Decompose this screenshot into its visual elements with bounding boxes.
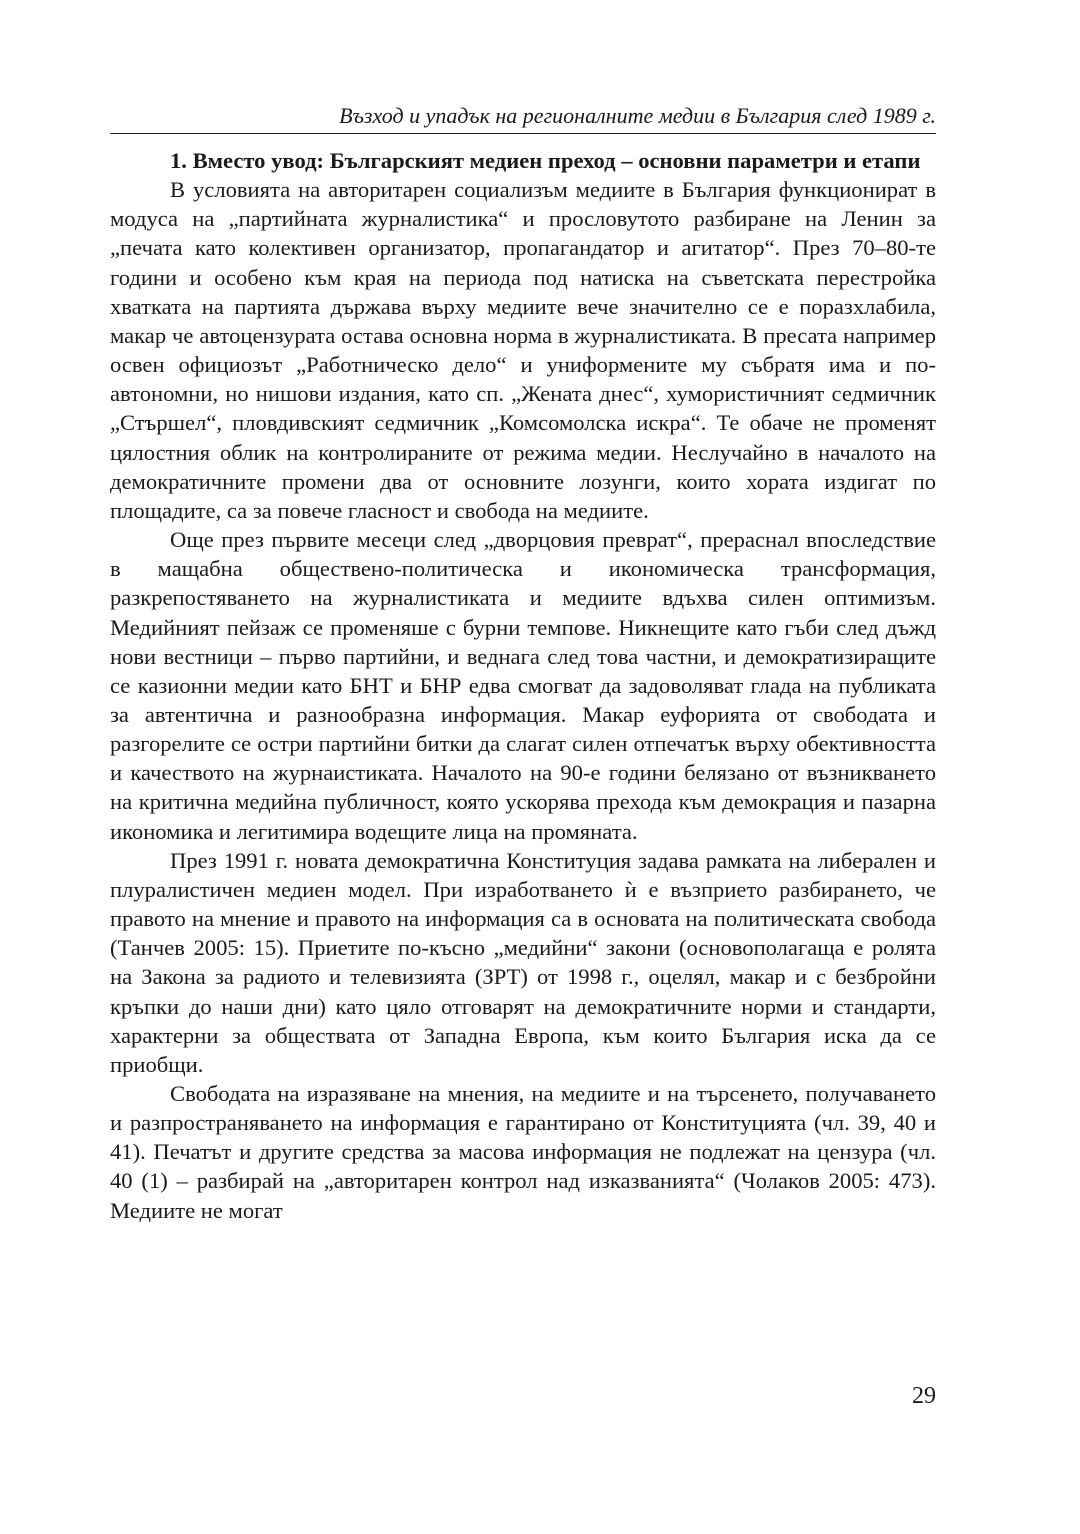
section-heading: 1. Вместо увод: Българският медиен преход – основни параметри и етапи xyxy=(170,148,921,173)
header-rule xyxy=(110,133,936,134)
paragraph-4: Свободата на изразяване на мнения, на медиите и на търсенето, получаването и разпространяването на информация е гарантирано от Конституцията (чл. 39, 40 и 41). Печатът и другите средства за масова информация не подлежат на цензура (чл. 40 (1) – разбирай на „авторитарен контрол над изказванията“ (Чолаков 2005: 473). Медиите не могат xyxy=(110,1081,936,1223)
page-number: 29 xyxy=(912,1383,936,1409)
paragraph-3: През 1991 г. новата демократична Конституция задава рамката на либерален и плуралистичен медиен модел. При изработването ѝ е възприето разбирането, че правото на мнение и правото на информация са в основата на политическата свобода (Танчев 2005: 15). Приетите по-късно „медийни“ закони (основополагаща е ролята на Закона за радиото и телевизията (ЗРТ) от 1998 г., оцелял, макар и с безбройни кръпки до наши дни) като цяло отговарят на демократичните норми и стандарти, характерни за обществата от Западна Европа, към които България иска да се приобщи. xyxy=(110,847,936,1077)
running-head: Възход и упадък на регионалните медии в България след 1989 г. xyxy=(339,103,936,128)
paragraph-1: В условията на авторитарен социализъм медиите в България функционират в модуса на „партийната журналистика“ и прословутото разбиране на Ленин за „печата като колективен организатор, пропагандатор и агитатор“. През 70–80-те години и особено към края на периода под натиска на съветската перестройка хватката на партията държава върху медиите вече значително се е поразхлабила, макар че автоцензурата остава основна норма в журналистиката. В пресата например освен официозът „Работническо дело“ и униформените му събратя има и по-автономни, но нишови издания, като сп. „Жената днес“, хумористичният седмичник „Стършел“, пловдивският седмичник „Комсомолска искра“. Те обаче не променят цялостния облик на контролираните от режима медии. Неслучайно в началото на демократичните промени два от основните лозунги, които хората издигат по площадите, са за повече гласност и свобода на медиите. xyxy=(110,177,936,523)
page-body xyxy=(110,146,936,1225)
paragraph-2: Още през първите месеци след „дворцовия преврат“, прераснал впоследствие в мащабна обществено-политическа и икономическа трансформация, разкрепостяването на журналистиката и медиите вдъхва силен оптимизъм. Медийният пейзаж се променяше с бурни темпове. Никнещите като гъби след дъжд нови вестници – първо партийни, и веднага след това частни, и демократизиращите се казионни медии като БНТ и БНР едва смогват да задоволяват глада на публиката за автентична и разнообразна информация. Макар еуфорията от свободата и разгорелите се остри партийни битки да слагат силен отпечатък върху обективността и качеството на журнаистиката. Началото на 90-е години белязано от възникването на критична медийна публичност, която ускорява прехода към демокрация и пазарна икономика и легитимира водещите лица на промяната. xyxy=(110,527,936,844)
